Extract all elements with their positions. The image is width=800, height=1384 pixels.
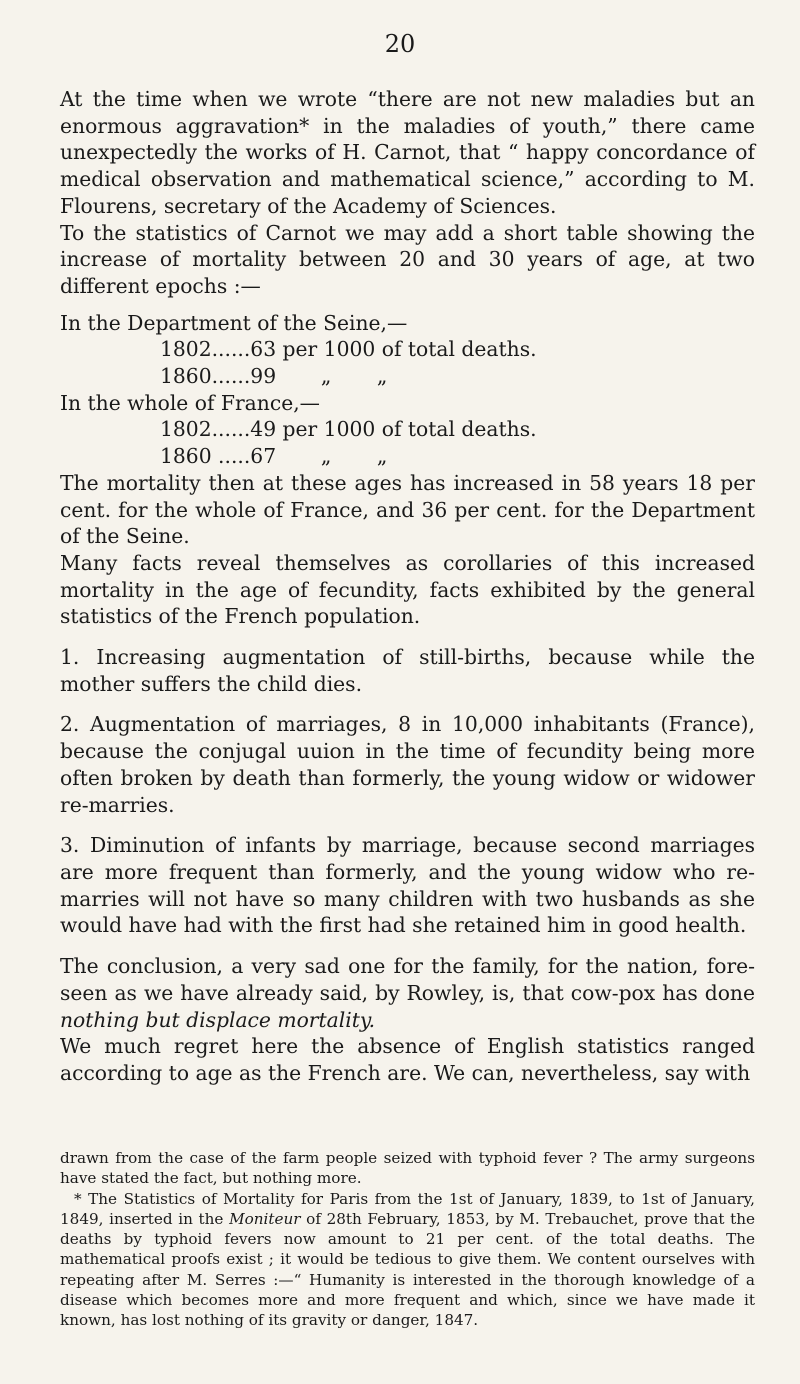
paragraph-conclusion: [60, 953, 755, 1033]
seine-1860-row: [60, 363, 755, 390]
seine-heading: In the Department of the Seine,—: [60, 310, 408, 335]
main-text: [60, 86, 755, 1087]
footnotes: [60, 1148, 755, 1331]
france-heading: In the whole of France,—: [60, 390, 320, 415]
footnote-moniteur: Moniteur: [229, 1209, 301, 1228]
france-1802-text: 1802......49 per 1000 of total deaths.: [160, 417, 537, 442]
seine-1802-text: 1802......63 per 1000 of total deaths.: [160, 337, 537, 362]
ditto-mark: „: [376, 444, 388, 469]
conclusion-emphasis: nothing but displace mortality.: [60, 1007, 376, 1032]
footnote-continued: drawn from the case of the farm people seized with typhoid fever ? The army surgeons have stated the fact, but nothing more.: [60, 1149, 755, 1188]
paragraph-english-stats: We much regret here the absence of English statistics ranged according to age as the French are. We can, nevertheless, say with: [60, 1034, 755, 1085]
list-item-3: 3. Diminution of infants by marriage, because second marriages are more frequent than formerly, and the young widow who re-marries will not have so many children with two husbands as she would have had with the first had she retained him in good health.: [60, 833, 755, 938]
paragraph-2: To the statistics of Carnot we may add a short table showing the increase of mortality between 20 and 30 years of age, at two different epochs :—: [60, 220, 755, 298]
page-number: 20: [384, 30, 416, 58]
ditto-mark: „: [320, 364, 332, 389]
seine-1802-row: [60, 336, 755, 363]
footnote-star: [60, 1189, 755, 1331]
footnote-star-text-b: of 28th February, 1853, by M. Trebauchet, prove that the deaths by typhoid fevers now amount to 21 per cent. of the total deaths. The mathematical proofs exist ; it would be tedious to give them. We content ourselves with repeating after M. Serres :—“ Humanity is interested in the thorough knowledge of a disease which becomes more and more frequent and which, since we have made it known, has lost nothing of its gravity or danger, 1847.: [60, 1209, 756, 1330]
paragraph-1: At the time when we wrote “there are not new maladies but an enormous aggravation* in the maladies of youth,” there came unexpectedly the works of H. Carnot, that “ happy concordance of medical observation and mathematical science,” according to M. Flourens, secretary of the Academy of Sciences.: [60, 87, 755, 218]
paragraph-3: The mortality then at these ages has increased in 58 years 18 per cent. for the whole of France, and 36 per cent. for the Department of the Seine.: [60, 470, 755, 549]
ditto-mark: „: [320, 444, 332, 469]
france-1802-row: [60, 416, 755, 443]
ditto-mark: „: [376, 364, 388, 389]
conclusion-text: The conclusion, a very sad one for the family, for the nation, fore-seen as we have already said, by Rowley, is, that cow-pox has done: [60, 954, 755, 1005]
footnote-star-text-a: * The Statistics of Mortality for Paris from the 1st of January, 1839, to 1st of January, 1849, inserted in the: [60, 1189, 755, 1228]
list-item-2: 2. Augmentation of marriages, 8 in 10,000 inhabitants (France), because the conjugal uuion in the time of fecundity being more often broken by death than formerly, the young widow or widower re-marries.: [60, 712, 755, 817]
france-1860-text: 1860 .....67: [160, 444, 277, 469]
paragraph-4: Many facts reveal themselves as corollaries of this increased mortality in the age of fecundity, facts exhibited by the general statistics of the French population.: [60, 550, 755, 629]
seine-1860-text: 1860......99: [160, 364, 277, 389]
list-item-1: 1. Increasing augmentation of still-births, because while the mother suffers the child dies.: [60, 645, 755, 696]
france-1860-row: [60, 443, 755, 470]
